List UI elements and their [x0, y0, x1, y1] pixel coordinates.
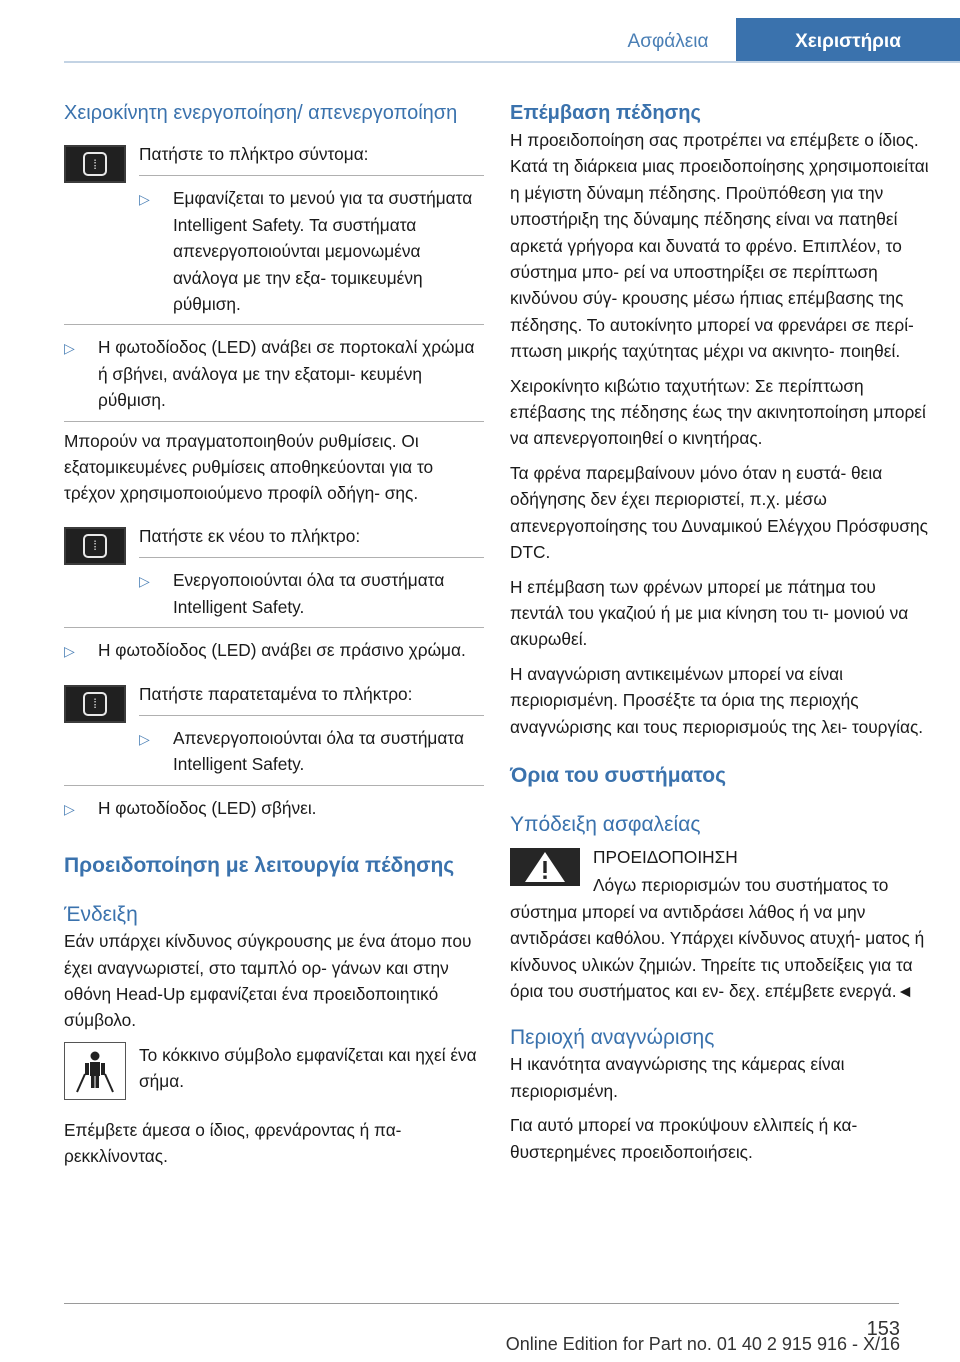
paragraph: Εάν υπάρχει κίνδυνος σύγκρουσης με ένα άτομο που έχει αναγνωριστεί, στο ταμπλό ορ- γάνων και στην οθόνη Head-Up εμφανίζεται ένα προειδοποιητικό σύμβολο.	[64, 931, 472, 1031]
step-press-again	[64, 523, 484, 620]
symbol-row	[64, 1042, 484, 1103]
section-heading-warning: Προειδοποίηση με λειτουργία πέδησης	[64, 854, 455, 878]
paragraph: Για αυτό μπορεί να προκύψουν ελλιπείς ή κα- θυστερημένες προειδοποιήσεις.	[510, 1115, 858, 1162]
subheading-detection-area: Περιοχή αναγνώρισης	[510, 1026, 715, 1050]
warning-text: Λόγω περιορισμών του συστήματος το	[593, 875, 889, 896]
right-column	[510, 100, 930, 1173]
warning-title: ΠΡΟΕΙΔΟΠΟΙΗΣΗ	[593, 846, 738, 867]
page-number: 153	[866, 1318, 900, 1340]
subheading-brake-intervention: Επέμβαση πέδησης	[510, 102, 701, 124]
divider	[64, 627, 484, 628]
subheading-indication: Ένδειξη	[64, 903, 138, 927]
paragraph: Η αναγνώριση αντικειμένων μπορεί να είναι περιορισμένη. Προσέξτε τα όρια της περιοχής αναγνώρισης και τους περιορισμούς της λει- τουργίας.	[510, 663, 924, 737]
divider	[64, 421, 484, 422]
header-rule	[64, 61, 960, 63]
step-text: Πατήστε εκ νέου το πλήκτρο:	[139, 525, 361, 546]
paragraph: Η προειδοποίηση σας προτρέπει να επέμβετε ο ίδιος. Κατά τη διάρκεια μιας προειδοποίησης χρησιμοποιείται η μέγιστη δύναμη πέδησης. Προϋπόθεση για την υποστήριξη της δύναμης πέδησης είναι να πατηθεί αρκετά γρήγορα και δυνατά το φρένο. Επιπλέον, το σύστημα μπο- ρεί να υποστηρίξει σε περίπτωση κινδύνου σύγ- κρουσης μέσω ήπιας επέμβασης της πέδησης. Το αυτοκίνητο μπορεί να φρενάρει σε περί- πτωση μικρής ταχύτητας μέχρι να ακινητο- ποιηθεί.	[510, 130, 929, 362]
list-item: ▷ Απενεργοποιούνται όλα τα συστήματα Intelligent Safety.	[139, 725, 484, 778]
triangle-right-icon: ▷	[139, 573, 150, 590]
divider	[139, 715, 484, 716]
section-heading-manual: Χειροκίνητη ενεργοποίηση/ απενεργοποίηση	[64, 102, 458, 124]
footer-rule	[64, 1303, 899, 1304]
left-column	[64, 100, 484, 1177]
step-press-short	[64, 141, 484, 317]
list-item: ▷ Η φωτοδίοδος (LED) σβήνει.	[64, 795, 484, 822]
list-item: ▷ Εμφανίζεται το μενού για τα συστήματα Intelligent Safety. Τα συστήματα απενεργοποιούνται μεμονωμένα ανάλογα με την εξα- τομικευμένη ρύθμιση.	[139, 185, 484, 317]
paragraph: Μπορούν να πραγματοποιηθούν ρυθμίσεις. Οι εξατομικευμένες ρυθμίσεις αποθηκεύονται για το τρέχον χρησιμοποιούμενο προφίλ οδήγη- σης.	[64, 430, 434, 504]
triangle-right-icon: ▷	[64, 643, 75, 660]
footer-edition: Online Edition for Part no. 01 40 2 915 916 - X/16	[505, 1334, 900, 1354]
step-press-long	[64, 681, 484, 778]
divider	[64, 324, 484, 325]
subheading-safety-note: Υπόδειξη ασφαλείας	[510, 812, 701, 836]
safety-button-icon: ⁞	[64, 145, 126, 183]
list-item: ▷ Η φωτοδίοδος (LED) ανάβει σε πορτοκαλί χρώμα ή σβήνει, ανάλογα με την εξατομι- κευμένη ρύθμιση.	[64, 334, 484, 413]
paragraph: Τα φρένα παρεμβαίνουν μόνο όταν η ευστά- θεια οδήγησης δεν έχει περιοριστεί, π.χ. μέσω απενεργοποίησης του Δυναμικού Ελέγχου Πρόσφυσης DTC.	[510, 462, 928, 563]
step-text: Πατήστε παρατεταμένα το πλήκτρο:	[139, 683, 413, 704]
warning-text-cont: σύστημα μπορεί να αντιδράσει λάθος ή να μην αντιδράσει καθόλου. Υπάρχει κίνδυνος ατυχή- ματος ή κίνδυνος υλικών ζημιών. Τηρείτε τις υποδείξεις για τα όρια του συστήματος και εν- δεχ. επέμβετε ενεργά.◄	[510, 901, 925, 1001]
list-item: ▷ Η φωτοδίοδος (LED) ανάβει σε πράσινο χρώμα.	[64, 637, 484, 664]
triangle-right-icon: ▷	[139, 191, 150, 208]
paragraph: Χειροκίνητο κιβώτιο ταχυτήτων: Σε περίπτωση επέβασης της πέδησης έως την ακινητοποίηση μπορεί να απενεργοποιηθεί ο κινητήρας.	[510, 375, 926, 449]
safety-button-icon: ⁞	[64, 527, 126, 565]
symbol-text: Το κόκκινο σύμβολο εμφανίζεται και ηχεί ένα σήμα.	[139, 1044, 477, 1092]
divider	[139, 175, 484, 176]
warning-row	[510, 844, 930, 899]
triangle-right-icon: ▷	[64, 800, 75, 817]
safety-button-icon: ⁞	[64, 685, 126, 723]
warning-triangle-icon	[510, 848, 580, 886]
paragraph: Επέμβετε άμεσα ο ίδιος, φρενάροντας ή πα- ρεκκλίνοντας.	[64, 1119, 402, 1166]
triangle-right-icon: ▷	[139, 730, 150, 747]
section-heading-limits: Όρια του συστήματος	[510, 763, 727, 787]
step-text: Πατήστε το πλήκτρο σύντομα:	[139, 144, 369, 164]
header-tab-chapter: Χειριστήρια	[736, 18, 960, 62]
paragraph: Η ικανότητα αναγνώρισης της κάμερας είναι περιορισμένη.	[510, 1054, 845, 1101]
triangle-right-icon: ▷	[64, 340, 75, 357]
header-tab-section: Ασφάλεια	[627, 31, 709, 52]
divider	[64, 785, 484, 786]
divider	[139, 557, 484, 558]
pedestrian-warning-icon	[64, 1042, 126, 1100]
paragraph: Η επέμβαση των φρένων μπορεί με πάτημα του πεντάλ του γκαζιού ή με μια κίνηση του τι- μονιού να ακυρωθεί.	[510, 576, 909, 650]
list-item: ▷ Ενεργοποιούνται όλα τα συστήματα Intelligent Safety.	[139, 567, 484, 620]
